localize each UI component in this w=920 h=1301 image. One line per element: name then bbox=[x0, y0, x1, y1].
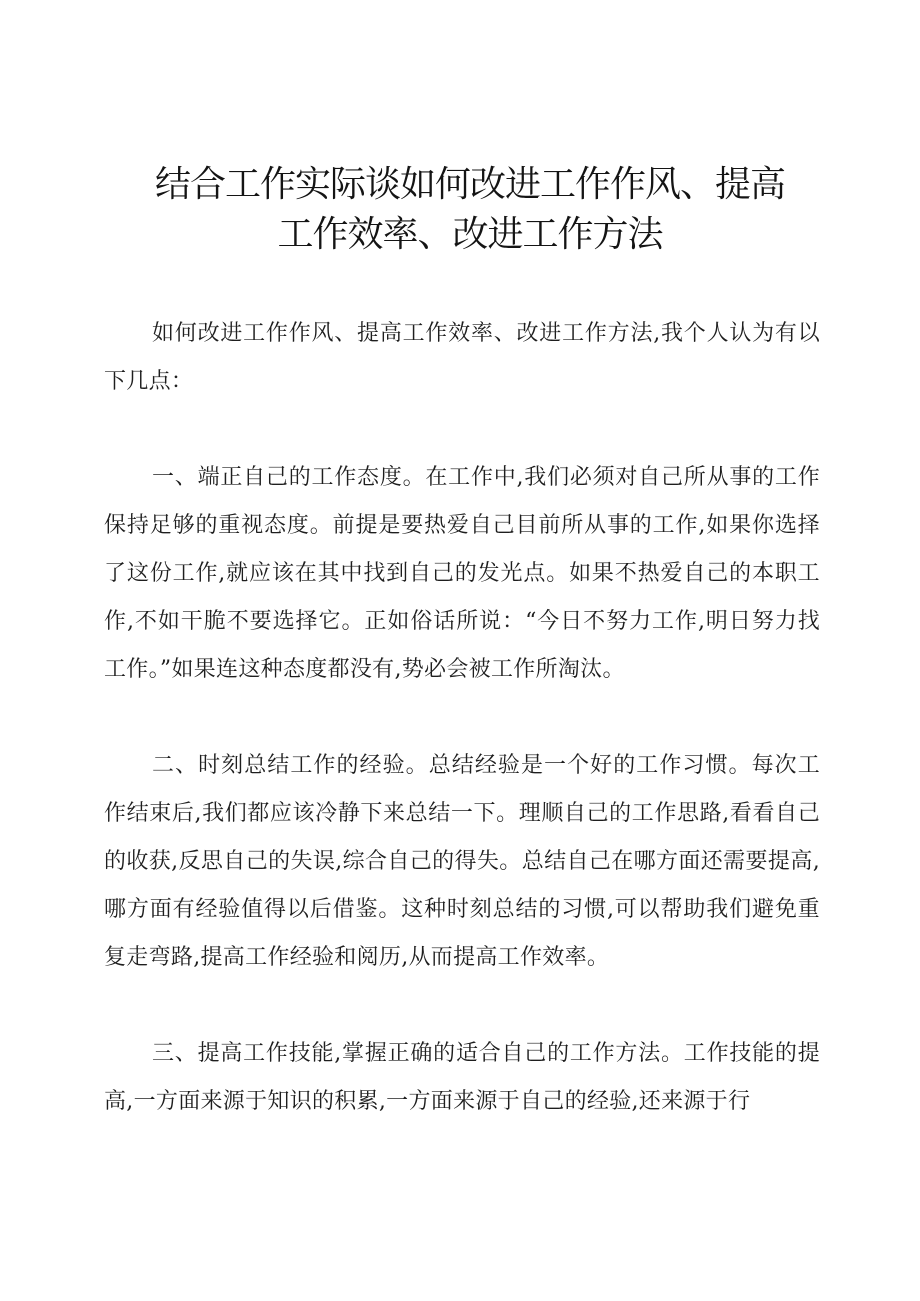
document-title-line-1: 结合工作实际谈如何改进工作作风、提高 bbox=[154, 164, 785, 205]
document-title-line-2: 工作效率、改进工作方法 bbox=[277, 214, 663, 255]
paragraph-point-two: 二、时刻总结工作的经验。总结经验是一个好的工作习惯。每次工作结束后,我们都应该冷静下来总结一下。理顺自己的工作思路,看看自己的收获,反思自己的失误,综合自己的得失。总结自己在哪方面还需要提高,哪方面有经验值得以后借鉴。这种时刻总结的习惯,可以帮助我们避免重复走弯路,提高工作经验和阅历,从而提高工作效率。 bbox=[104, 753, 820, 970]
paragraph-point-one: 一、端正自己的工作态度。在工作中,我们必须对自己所从事的工作保持足够的重视态度。前提是要热爱自己目前所从事的工作,如果你选择了这份工作,就应该在其中找到自己的发光点。如果不热爱自己的本职工作,不如干脆不要选择它。正如俗话所说：“今日不努力工作,明日努力找工作。”如果连这种态度都没有,势必会被工作所淘汰。 bbox=[104, 465, 820, 682]
document-title bbox=[130, 160, 810, 260]
paragraph-point-three: 三、提高工作技能,掌握正确的适合自己的工作方法。工作技能的提高,一方面来源于知识的积累,一方面来源于自己的经验,还来源于行 bbox=[104, 1041, 820, 1114]
paragraph-intro: 如何改进工作作风、提高工作效率、改进工作方法,我个人认为有以下几点： bbox=[104, 321, 820, 394]
